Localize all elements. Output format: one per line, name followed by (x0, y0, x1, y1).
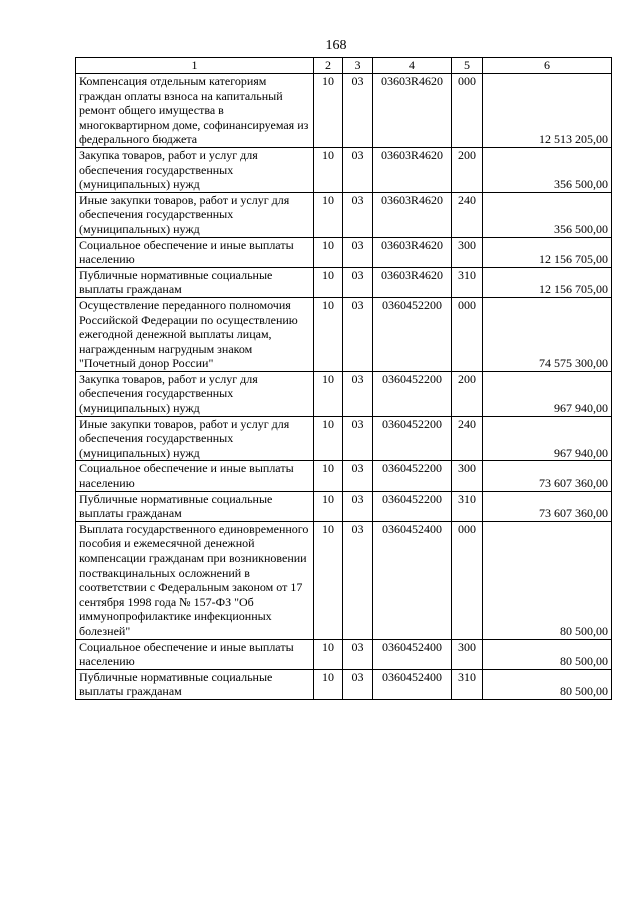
row-name: Компенсация отдельным категориям граждан оплаты взноса на капитальный ремонт общего имущества в многоквартирном доме, софинансируемая из федерального бюджета (76, 74, 314, 148)
row-target-code: 03603R4620 (373, 237, 452, 267)
row-expense-type: 300 (452, 639, 483, 669)
row-name: Закупка товаров, работ и услуг для обеспечения государственных (муниципальных) нужд (76, 147, 314, 192)
budget-table (75, 57, 612, 700)
row-expense-type: 310 (452, 669, 483, 699)
row-target-code: 0360452200 (373, 371, 452, 416)
row-amount: 74 575 300,00 (483, 297, 612, 371)
table-row (76, 297, 612, 371)
row-section: 10 (314, 192, 343, 237)
column-header-5: 5 (452, 58, 483, 74)
table-row (76, 639, 612, 669)
row-expense-type: 240 (452, 192, 483, 237)
row-subsection: 03 (343, 521, 373, 639)
header-row (76, 58, 612, 74)
row-section: 10 (314, 371, 343, 416)
column-header-4: 4 (373, 58, 452, 74)
table-row (76, 192, 612, 237)
row-subsection: 03 (343, 371, 373, 416)
row-section: 10 (314, 147, 343, 192)
row-section: 10 (314, 639, 343, 669)
row-amount: 967 940,00 (483, 371, 612, 416)
table-row (76, 669, 612, 699)
column-header-2: 2 (314, 58, 343, 74)
row-target-code: 0360452400 (373, 669, 452, 699)
row-subsection: 03 (343, 297, 373, 371)
row-target-code: 03603R4620 (373, 192, 452, 237)
row-amount: 80 500,00 (483, 639, 612, 669)
row-section: 10 (314, 461, 343, 491)
row-name: Публичные нормативные социальные выплаты гражданам (76, 669, 314, 699)
row-expense-type: 000 (452, 521, 483, 639)
row-section: 10 (314, 74, 343, 148)
row-subsection: 03 (343, 416, 373, 461)
table-row (76, 371, 612, 416)
page-number: 168 (325, 38, 347, 53)
row-name: Публичные нормативные социальные выплаты гражданам (76, 267, 314, 297)
row-name: Социальное обеспечение и иные выплаты населению (76, 461, 314, 491)
row-target-code: 0360452200 (373, 491, 452, 521)
row-name: Выплата государственного единовременного пособия и ежемесячной денежной компенсации гражданам при возникновении поствакцинальных осложнений в соответствии с Федеральным законом от 17 сентября 1998 года № 157-ФЗ "Об иммунопрофилактике инфекционных болезней" (76, 521, 314, 639)
row-section: 10 (314, 521, 343, 639)
row-expense-type: 300 (452, 461, 483, 491)
row-amount: 80 500,00 (483, 669, 612, 699)
row-expense-type: 200 (452, 371, 483, 416)
table-row (76, 461, 612, 491)
row-section: 10 (314, 669, 343, 699)
row-subsection: 03 (343, 147, 373, 192)
row-name: Иные закупки товаров, работ и услуг для обеспечения государственных (муниципальных) нужд (76, 192, 314, 237)
row-name: Социальное обеспечение и иные выплаты населению (76, 639, 314, 669)
table-row (76, 237, 612, 267)
row-section: 10 (314, 267, 343, 297)
row-name: Иные закупки товаров, работ и услуг для обеспечения государственных (муниципальных) нужд (76, 416, 314, 461)
row-name: Закупка товаров, работ и услуг для обеспечения государственных (муниципальных) нужд (76, 371, 314, 416)
row-amount: 967 940,00 (483, 416, 612, 461)
row-subsection: 03 (343, 491, 373, 521)
column-header-6: 6 (483, 58, 612, 74)
row-amount: 12 156 705,00 (483, 237, 612, 267)
row-amount: 356 500,00 (483, 192, 612, 237)
row-expense-type: 310 (452, 267, 483, 297)
row-amount: 73 607 360,00 (483, 491, 612, 521)
row-amount: 356 500,00 (483, 147, 612, 192)
row-section: 10 (314, 237, 343, 267)
row-subsection: 03 (343, 267, 373, 297)
row-expense-type: 240 (452, 416, 483, 461)
row-section: 10 (314, 416, 343, 461)
row-subsection: 03 (343, 669, 373, 699)
row-name: Публичные нормативные социальные выплаты гражданам (76, 491, 314, 521)
row-amount: 12 513 205,00 (483, 74, 612, 148)
row-expense-type: 200 (452, 147, 483, 192)
row-target-code: 03603R4620 (373, 74, 452, 148)
column-header-3: 3 (343, 58, 373, 74)
table-row (76, 416, 612, 461)
table-row (76, 147, 612, 192)
row-subsection: 03 (343, 639, 373, 669)
row-amount: 80 500,00 (483, 521, 612, 639)
column-header-1: 1 (76, 58, 314, 74)
row-target-code: 0360452200 (373, 461, 452, 491)
row-target-code: 0360452400 (373, 521, 452, 639)
row-target-code: 0360452200 (373, 416, 452, 461)
row-name: Осуществление переданного полномочия Российской Федерации по осуществлению ежегодной денежной выплаты лицам, награжденным нагрудным знаком "Почетный донор России" (76, 297, 314, 371)
row-section: 10 (314, 297, 343, 371)
row-subsection: 03 (343, 192, 373, 237)
row-subsection: 03 (343, 74, 373, 148)
row-amount: 12 156 705,00 (483, 267, 612, 297)
row-target-code: 0360452200 (373, 297, 452, 371)
row-expense-type: 300 (452, 237, 483, 267)
row-target-code: 03603R4620 (373, 147, 452, 192)
row-name: Социальное обеспечение и иные выплаты населению (76, 237, 314, 267)
table-row (76, 491, 612, 521)
table-row (76, 521, 612, 639)
row-subsection: 03 (343, 461, 373, 491)
row-expense-type: 000 (452, 297, 483, 371)
row-target-code: 0360452400 (373, 639, 452, 669)
table-row (76, 267, 612, 297)
row-expense-type: 000 (452, 74, 483, 148)
row-section: 10 (314, 491, 343, 521)
table-row (76, 74, 612, 148)
row-subsection: 03 (343, 237, 373, 267)
row-target-code: 03603R4620 (373, 267, 452, 297)
row-amount: 73 607 360,00 (483, 461, 612, 491)
row-expense-type: 310 (452, 491, 483, 521)
